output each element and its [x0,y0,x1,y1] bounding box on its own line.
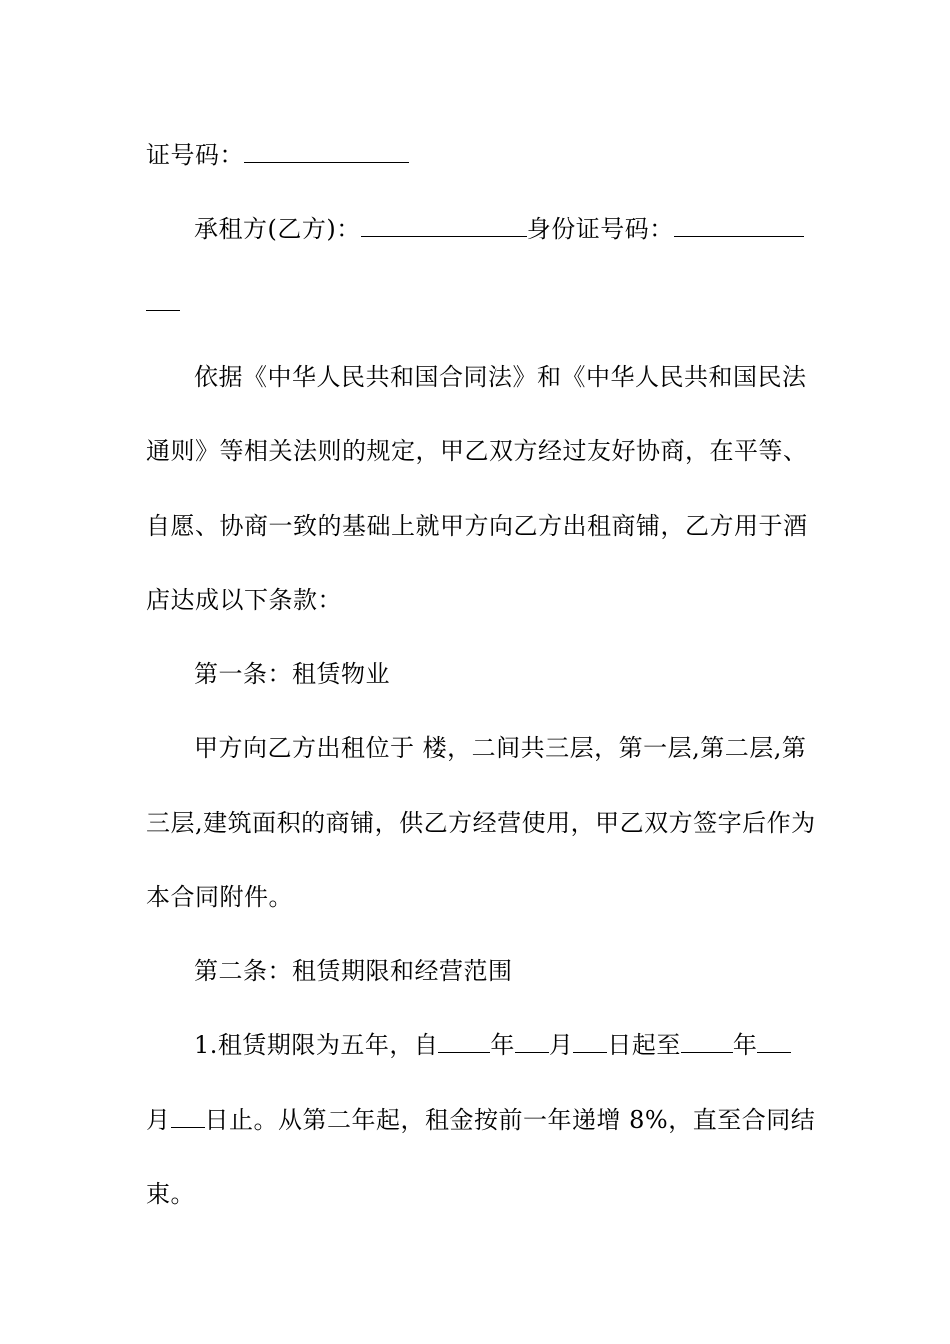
lessee-id-blank [674,216,804,237]
day-label: 日起至 [607,1031,681,1059]
paragraph-line: 本合同附件。 [146,883,293,911]
year-label: 年 [732,1031,758,1059]
paragraph-line: 通则》等相关法则的规定，甲乙双方经过友好协商，在平等、 [146,437,808,465]
paragraph-line: 店达成以下条款： [146,586,342,614]
article-1-heading: 第一条：租赁物业 [194,660,390,688]
term-line-1 [194,1030,806,1060]
paragraph-line: 三层,建筑面积的商铺，供乙方经营使用，甲乙双方签字后作为 [146,809,816,837]
term-text: 1.租赁期限为五年，自 [194,1031,439,1059]
month-label: 月 [146,1106,171,1134]
end-month-blank [757,1032,791,1053]
article-2-heading: 第二条：租赁期限和经营范围 [194,957,513,985]
year-label: 年 [490,1031,515,1059]
start-day-blank [573,1032,607,1053]
lessee-name-blank [361,216,527,237]
lessee-line [194,214,806,244]
paragraph-line: 依据《中华人民共和国合同法》和《中华人民共和国民法 [194,363,807,391]
start-month-blank [515,1032,549,1053]
term-line-3: 束。 [146,1180,195,1208]
paragraph-line: 甲方向乙方出租位于 楼，二间共三层，第一层,第二层,第 [194,734,807,762]
end-day-blank [171,1107,205,1128]
lessee-id-blank-cont [146,290,180,311]
end-year-blank [681,1032,733,1053]
start-year-blank [438,1032,490,1053]
month-label: 月 [548,1031,574,1059]
id-number-blank [244,142,409,163]
id-number-line [146,140,806,170]
lessee-id-label: 身份证号码： [526,215,674,243]
term-text: 日止。从第二年起，租金按前一年递增 8%，直至合同结 [204,1106,816,1134]
lessee-label: 承租方(乙方)： [194,215,361,243]
term-line-2 [146,1105,816,1135]
paragraph-line: 自愿、协商一致的基础上就甲方向乙方出租商铺，乙方用于酒 [146,512,808,540]
id-number-label: 证号码： [146,141,244,169]
lessee-id-continuation [146,288,806,318]
